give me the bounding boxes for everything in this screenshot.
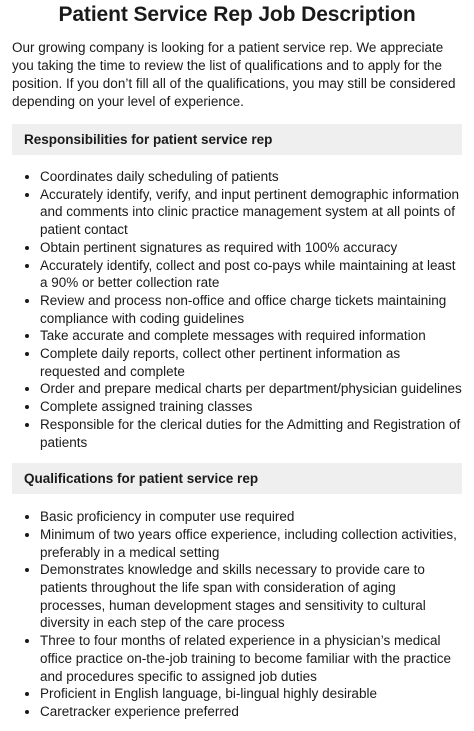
list-item: • Accurately identify, verify, and input pertinent demographic information and comments into clinic practice management system at all points of patient contact [40, 186, 462, 239]
list-item: • Complete daily reports, collect other pertinent information as requested and complete [40, 345, 462, 380]
page-title: Patient Service Rep Job Description [58, 3, 416, 26]
responsibilities-heading: Responsibilities for patient service rep [12, 124, 462, 155]
qualifications-heading: Qualifications for patient service rep [12, 463, 462, 494]
intro-paragraph: Our growing company is looking for a patient service rep. We appreciate you taking the time to review the list of qualifications and to apply for the position. If you don’t fill all of the qualifications, you may still be considered depending on your level of experience. [12, 40, 456, 109]
list-item: • Responsible for the clerical duties for the Admitting and Registration of patients [40, 416, 462, 451]
list-item: • Basic proficiency in computer use required [40, 508, 462, 526]
list-item: • Accurately identify, collect and post co-pays while maintaining at least a 90% or better collection rate [40, 257, 462, 292]
list-item: • Complete assigned training classes [40, 398, 462, 416]
qualifications-list [12, 508, 462, 720]
list-item: • Obtain pertinent signatures as required with 100% accuracy [40, 239, 462, 257]
list-item: • Review and process non-office and office charge tickets maintaining compliance with coding guidelines [40, 292, 462, 327]
list-item: • Caretracker experience preferred [40, 703, 462, 721]
list-item: • Coordinates daily scheduling of patients [40, 168, 462, 186]
list-item: • Order and prepare medical charts per department/physician guidelines [40, 380, 462, 398]
list-item: • Demonstrates knowledge and skills necessary to provide care to patients throughout the life span with consideration of aging processes, human development stages and sensitivity to cultural diversity in each step of the care process [40, 561, 462, 632]
list-item: • Proficient in English language, bi-lingual highly desirable [40, 685, 462, 703]
list-item: • Take accurate and complete messages with required information [40, 327, 462, 345]
list-item: • Three to four months of related experience in a physician’s medical office practice on-the-job training to become familiar with the practice and procedures specific to assigned job duties [40, 632, 462, 685]
responsibilities-list [12, 168, 462, 451]
list-item: • Minimum of two years office experience, including collection activities, preferably in a medical setting [40, 526, 462, 561]
